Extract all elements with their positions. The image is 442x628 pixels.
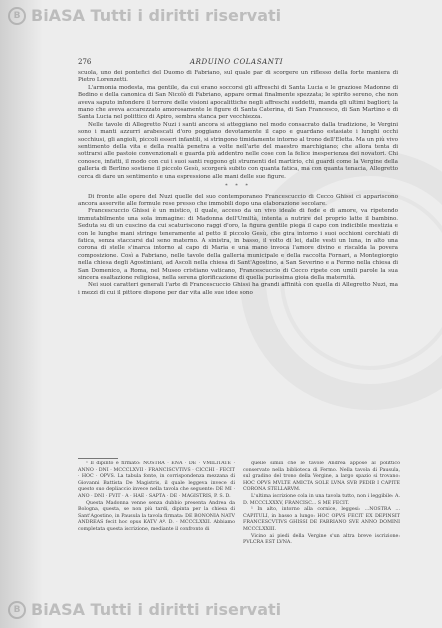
paragraph: Nei suoi caratteri generali l'arte di Francescuccio Ghissi ha grandi affinità con quella di Allegretto Nuzi, ma i mezzi di cui il pittore dispone per dar vita alle sue idee sono xyxy=(78,282,398,296)
footnote-rule xyxy=(78,458,118,459)
watermark-logo-icon: B xyxy=(8,601,26,619)
page-number: 276 xyxy=(78,58,92,66)
watermark-top-text: BiASA Tutti i diritti riservati xyxy=(31,6,282,25)
paragraph: Francescuccio Ghissi è un mistico, il quale, acceso da un vivo ideale di fede e di amore, va ripetendo immutabilmente una sola immagine: di Madonna dell'Umiltà, intenta a nutrire del proprio latte il bambino. Seduta su di un cuscino da cui scaturiscono raggi d'oro, la figura gentile piega il capo con indicibile mestizia e con le lunghe mani stringe teneramente al petto il piccolo Gesù, che gira intorno i suoi occhioni cerchiati di fatica, senza staccarsi dal seno materno. A sinistra, in basso, il volto di lei, dalle vesti un luna, in alto una corona di stelle s'inarca intorno al capo di Maria e una mano invoca l'amore divino e riscalda la povera composizione. Così a Fabriano, nelle tavole della galleria municipale e della raccolta Fornari, a Montegiorgio nella chiesa degli Agostiniani, ad Ascoli nella chiesa di Sant'Agostino, a San Severino e a Fermo nella chiesa di San Domenico, a Roma, nel Museo cristiano vaticano, Francescuccio di Cecco ripete con umili parole la sua sincera esaltazione religiosa, nella serena glorificazione di quella purissima gioia della maternità. xyxy=(78,208,398,281)
paragraph: scuola, uno dei pontefici del Duomo di Fabriano, sul quale par di scorgere un riflesso della forte maniera di Pietro Lorenzetti. xyxy=(78,70,398,84)
footnote: quelle simili che le tavole Andrea appose al polittico conservato nella biblioteca di Fermo. Nella tavola di Pausula, sul gradino del trono della Vergine, a largo spazio si trovano: HOC OPVS MVLTE AMICTA SOLE LVNA SVB PEDIB I CAPITE CORONA STELLARVM. xyxy=(243,461,400,493)
watermark-bottom xyxy=(8,600,281,619)
footnote: Vicino ai piedi della Vergine s'un altra breve iscrizione: PVLCRA EST LVNA. xyxy=(243,533,400,546)
footnote: ¹ In alto, intorno alla cornice, leggesi: ...NOSTRA ... CAPITULI, in basso a lungo: HOC OPVS FECIT EX DEPINSIT FRANCESCVTIVS GHISSI DE FABRIANO SVE ANNO DOMINI MCCCLXXIII. xyxy=(243,507,400,532)
footnote: ¹ Il dipinto è firmato: NOSTRA · ENA · DE · VMILITATE · ANNO · DNI · MCCCLXVII · FRANCISCVTIVS · CICCHI · FECIT · HOC · OPVS. La tabula fonte, in corrispondenza mezzana di Giovanni Battista De Magistris, il quale leggeva invece di questo suo depliaccio invece nella tavola che seguente: DE MI · ANO · DNI · FVIT · A · HAE · SAPTA · DE · MAGISTRIS, P. S. D. xyxy=(78,461,235,499)
paragraph: L'armonia modesta, ma gentile, da cui erano soccorsi gli affreschi di Santa Lucia e le graziose Madonne di Bedino e della canonica di San Nicolò di Fabriano, appare ormai finalmente spezzata; le spirito sereno, che non aveva saputo infondere il terrore delle visioni apocalittiche negli affreschi suddetti, manda gli ultimi bagliori; la mano che aveva accarezzato amorosamente le figure di Santa Caterina, di San Francesco, di San Martino e di Santa Lucia nel polittico di Apiro, sembra stanca per vecchiezza. xyxy=(78,84,398,121)
footnotes xyxy=(78,461,400,591)
main-text xyxy=(78,70,398,370)
paragraph: Nelle tavole di Allegretto Nuzi i santi ancora si atteggiano nel modo consacrato dalla tradizione, le Vergini sono i manti azzurri arabescati d'oro poggiano devotamente il capo e guardano estasiate i lunghi occhi socchiusi, gli angioli, piccoli esseri infantili, si stringono timidamente intorno al trono dell'Eletta. Ma un più vivo sentimento della vita e della realtà penetra a volte nell'arte del maestro marchigiano; che allora tenta di sottrarsi alle pastoie convenzionali e guarda più addentro nelle cose con la felice inesperienza dei novatori. Chi conosce, infatti, il modo con cui i suoi santi reggono gli strumenti del martirio, chi guardi come la Vergine della galleria di Berlino sostiene il piccolo Gesù, scorgerà subito con quanta fatica, ma con quanta tenacia, Allegretto cerca di dare un sentimento e una espressione alle mani delle sue figure. xyxy=(78,121,398,180)
paragraph: Di fronte alle opere del Nuzi quelle del suo contemporaneo Francescuccio di Cecco Ghissi ci appariscono ancora asservite alle formule rese presso che immobili dopo una elaborazione secolare. xyxy=(78,193,398,207)
watermark-top xyxy=(8,6,281,25)
page-header xyxy=(78,58,398,68)
footnote-column-right xyxy=(243,461,400,591)
page-binding-shadow xyxy=(0,0,42,628)
watermark-bottom-text: BiASA Tutti i diritti riservati xyxy=(31,600,282,619)
section-separator: * * * xyxy=(225,183,251,190)
watermark-logo-icon: B xyxy=(8,7,26,25)
footnote-column-left xyxy=(78,461,235,591)
running-title: ARDUINO COLASANTI xyxy=(190,58,284,66)
footnote: Questa Madonna venne senza dubbio presenta Andrea da Bologna, questa, se non più tardi, dipinta per la chiesa di Sant'Agostino, in Pausula la tavola firmata: DE BONONIA NATV ANDREAS fecit hoc opus KATV Aº. D. · MCCCLXXII. Abbiamo completata questa iscrizione, mediante il confronto di xyxy=(78,500,235,532)
footnote: L'ultima iscrizione cola in una tavola tutto, non i leggibile: A. D. MCCCLXXXV, FRANCISC... S ME FECIT. xyxy=(243,493,400,506)
